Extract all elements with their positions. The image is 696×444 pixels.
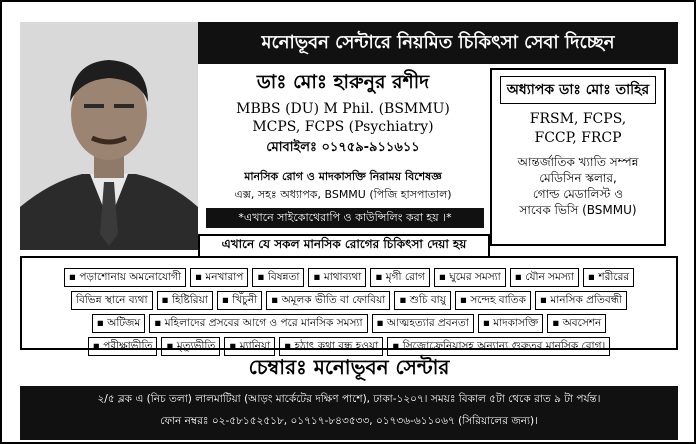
condition-item: ▪ অটিজম [92,314,146,333]
doctor1-specialty: মানসিক রোগ ও মাদকাসক্তি নিরাময় বিশেষজ্ঞ [244,170,442,183]
doctor-portrait-image [20,22,198,250]
condition-item: ▪ শরীরের [583,268,634,287]
chamber-title [20,354,678,384]
condition-item: ▪ হঠাৎ কথা বন্ধ হওয়া [279,337,383,356]
footer-bar [20,386,678,440]
condition-item: ▪ মহিলাদের প্রসবের আগে ও পরে মানসিক সমস্যা [149,314,367,333]
doctor2-name: অধ্যাপক ডাঃ মোঃ তাহির [500,76,656,104]
doctor2-block [490,68,666,246]
doctor1-position: এক্স, সহঃ অধ্যাপক, BSMMU (পিজি হাসপাতাল) [234,188,452,201]
doctor2-degrees [492,110,664,148]
doctor2-note-line4: সাবেক ভিসি (BSMMU) [519,203,637,217]
doctor2-degrees-line1: FRSM, FCPS, [529,111,627,127]
doctor1-degrees-line2: MCPS, FCPS (Psychiatry) [252,119,434,135]
doctor2-degrees-line2: FCCP, FRCP [534,130,622,146]
treatments-heading-text: এখানে যে সকল মানসিক রোগের চিকিৎসা দেয়া হয় [221,237,467,251]
conditions-row-3 [22,314,676,333]
doctor2-note-line3: গোল্ড মেডালিস্ট ও [532,187,624,201]
condition-item: ▪ খিঁচুনী [217,291,262,310]
condition-item: ▪ যৌন সমস্যা [510,268,579,287]
condition-item: ▪ শুচি বায়ু [394,291,451,310]
condition-item: ▪ সিজোফ্রেনিয়াসহ অন্যান্য গুরুতর মানসিক রোগ। [387,337,610,356]
doctor2-note-line1: আন্তর্জাতিক খ্যাতি সম্পন্ন [517,155,639,169]
doctor-photo [20,22,198,250]
condition-item: ▪ মানসিক প্রতিবন্ধী [535,291,627,310]
condition-item: বিভিন্ন স্থানে ব্যথা [71,291,153,310]
condition-item: ▪ অমূলক ভীতি বা ফোবিয়া [266,291,390,310]
conditions-box [20,256,678,350]
treatments-heading [198,234,490,258]
condition-item: ▪ বিষন্নতা [252,268,304,287]
doctor2-note [492,154,664,218]
conditions-row-2 [22,291,676,310]
header-banner [198,22,678,64]
chamber-text: চেম্বারঃ মনোভূবন সেন্টার [248,354,450,379]
condition-item: ▪ সন্দেহ বাতিক [455,291,531,310]
condition-item: ▪ মনখারাপ [190,268,248,287]
doctor2-note-line2: মেডিসিন স্কলার, [539,171,617,185]
footer-phones: ফোন নম্বরঃ ০২-৫৮১৫২৫১৮, ০১৭১৭-৮৪৩৫৩৩, ০১৭৩৬-৬১১০৬৭ (সিরিয়ালের জন্য)। [160,415,538,427]
doctor1-block [202,66,484,159]
psychotherapy-note [206,208,484,228]
condition-item: ▪ মৃত্যুভীতি [161,337,220,356]
banner-title: মনোভূবন সেন্টারে নিয়মিত চিকিৎসা সেবা দিচ্ছেন [261,31,615,53]
condition-item: ▪ পরীক্ষাভীতি [88,337,158,356]
doctor1-degrees-line1: MBBS (DU) M Phil. (BSMMU) [236,101,450,117]
condition-item: ▪ পড়াশোনায় অমনোযোগী [64,268,186,287]
condition-item: ▪ আত্মহত্যার প্রবনতা [372,314,474,333]
condition-item: ▪ মৃগী রোগ [370,268,429,287]
conditions-row-1 [22,268,676,287]
doctor1-mobile: মোবাইলঃ ০১৭৫৯-৯১১৬১১ [266,140,420,155]
doctor1-name: ডাঃ মোঃ হারুনুর রশীদ [256,71,430,93]
condition-item: ▪ অবসেশন [547,314,606,333]
footer-address: ২/৫ ব্লক এ (নিচ তলা) লালমাটিয়া (আড়ং মার্কেটের দক্ষিণ পাশে), ঢাকা-১২০৭। সময়ঃ বিকাল ৫টা থেকে রাত ৯ টা পর্যন্ত। [97,393,601,405]
condition-item: ▪ মাথাব্যথা [308,268,366,287]
condition-item: ▪ ঘুমের সমস্যা [434,268,506,287]
condition-item: ▪ মাদকাসক্তি [478,314,543,333]
psychotherapy-note-text: *এখানে সাইকোথেরাপি ও কাউন্সিলিং করা হয় ।* [238,210,452,224]
condition-item: ▪ ম্যানিয়া [224,337,275,356]
condition-item: ▪ হিষ্টিরিয়া [157,291,213,310]
